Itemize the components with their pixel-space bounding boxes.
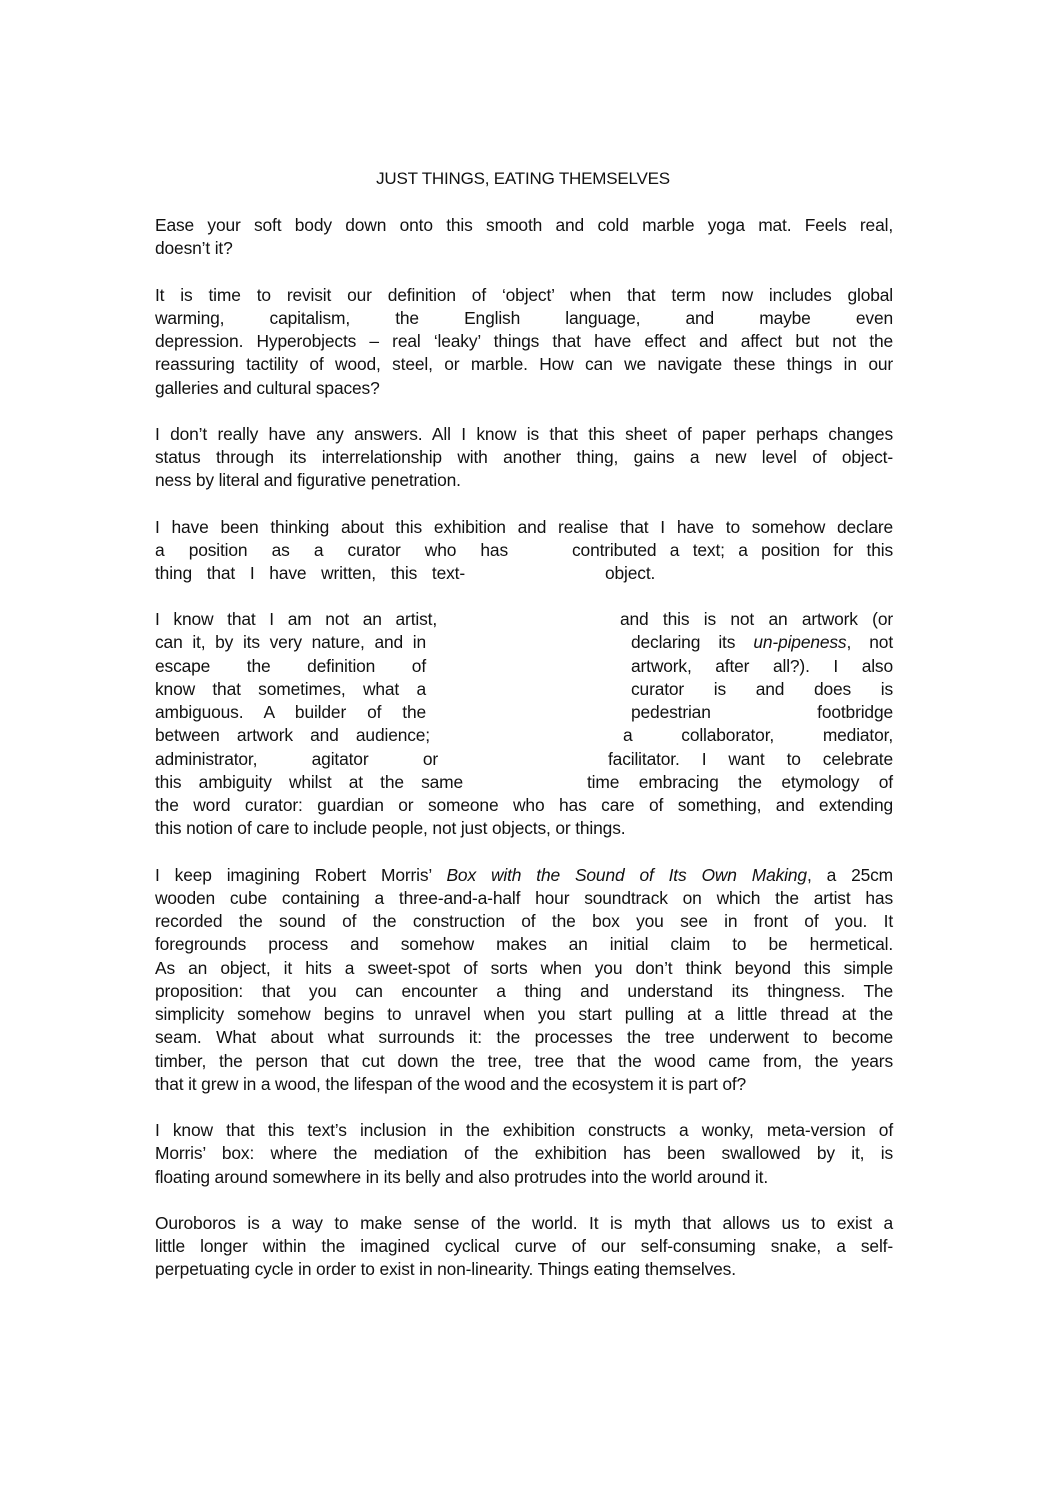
text-line-right: a collaborator, mediator, [623, 725, 893, 745]
document-title: JUST THINGS, EATING THEMSELVES [376, 169, 670, 188]
text-line-left: ambiguous. A builder of the [155, 702, 426, 722]
text-line-left: know that sometimes, what a [155, 679, 426, 699]
text-line: perpetuating cycle in order to exist in non-linearity. Things eating themselves. [155, 1259, 736, 1279]
text-line: I know that this text’s inclusion in the exhibition constructs a wonky, meta-version of [155, 1120, 893, 1140]
text-line: foregrounds process and somehow makes an initial claim to be hermetical. [155, 934, 893, 954]
text-line: doesn’t it? [155, 238, 233, 258]
text-line: It is time to revisit our definition of ‘object’ when that term now includes global [155, 285, 893, 305]
text-line: wooden cube containing a three-and-a-half hour soundtrack on which the artist has [155, 888, 893, 908]
text-line: status through its interrelationship with another thing, gains a new level of object- [155, 447, 893, 467]
text-line-right: curator is and does is [631, 679, 893, 699]
text-line: Ease your soft body down onto this smooth and cold marble yoga mat. Feels real, [155, 215, 893, 235]
text-line-right: and this is not an artwork (or [620, 609, 893, 629]
text-line-right: time embracing the etymology of [587, 772, 893, 792]
text-line: floating around somewhere in its belly and also protrudes into the world around it. [155, 1167, 769, 1187]
text-line-right: artwork, after all?). I also [631, 656, 893, 676]
text-line: reassuring tactility of wood, steel, or marble. How can we navigate these things in our [155, 354, 893, 374]
text-line: this notion of care to include people, not just objects, or things. [155, 818, 626, 838]
text-line: recorded the sound of the construction of the box you see in front of you. It [155, 911, 893, 931]
text-line: little longer within the imagined cyclical curve of our self-consuming snake, a self- [155, 1236, 893, 1256]
text-line: Ouroboros is a way to make sense of the world. It is myth that allows us to exist a [155, 1213, 893, 1233]
text-line: that it grew in a wood, the lifespan of the wood and the ecosystem it is part of? [155, 1074, 747, 1094]
text-line: As an object, it hits a sweet-spot of sorts when you don’t think beyond this simple [155, 958, 893, 978]
text-line-left: I know that I am not an artist, [155, 609, 437, 629]
text-run: declaring its [631, 632, 754, 652]
text-line-right: object. [605, 563, 656, 583]
text-line: depression. Hyperobjects – real ‘leaky’ things that have effect and affect but not the [155, 331, 893, 351]
text-line: seam. What about what surrounds it: the processes the tree underwent to become [155, 1027, 893, 1047]
text-line-right [631, 631, 893, 654]
italic-text: Box with the Sound of Its Own Making [446, 865, 807, 885]
text-line [155, 864, 893, 887]
text-line-left: between artwork and audience; [155, 725, 430, 745]
text-line: I don’t really have any answers. All I know is that this sheet of paper perhaps changes [155, 424, 893, 444]
text-line: the word curator: guardian or someone who has care of something, and extending [155, 795, 893, 815]
text-line: ness by literal and figurative penetration. [155, 470, 461, 490]
text-line-left: thing that I have written, this text- [155, 563, 465, 583]
text-line: simplicity somehow begins to unravel when you start pulling at a little thread at the [155, 1004, 893, 1024]
text-line-right: facilitator. I want to celebrate [608, 749, 893, 769]
text-line-left: this ambiguity whilst at the same [155, 772, 463, 792]
text-line: proposition: that you can encounter a thing and understand its thingness. The [155, 981, 893, 1001]
text-line: warming, capitalism, the English language, and maybe even [155, 308, 893, 328]
text-run: , a 25cm [806, 865, 893, 885]
text-run: , not [846, 632, 893, 652]
text-line: Morris’ box: where the mediation of the exhibition has been swallowed by it, is [155, 1143, 893, 1163]
text-line-left: administrator, agitator or [155, 749, 438, 769]
text-line-right: contributed a text; a position for this [572, 540, 893, 560]
text-line-right: pedestrian footbridge [631, 702, 893, 722]
text-run: I keep imagining Robert Morris’ [155, 865, 447, 885]
text-line: I have been thinking about this exhibition and realise that I have to somehow declare [155, 517, 893, 537]
text-line-left: a position as a curator who has [155, 540, 508, 560]
text-line: timber, the person that cut down the tree, tree that the wood came from, the years [155, 1051, 893, 1071]
text-line: galleries and cultural spaces? [155, 378, 380, 398]
text-line-left: escape the definition of [155, 656, 426, 676]
text-line-left: can it, by its very nature, and in [155, 632, 426, 652]
italic-text: un-pipeness [753, 632, 847, 652]
